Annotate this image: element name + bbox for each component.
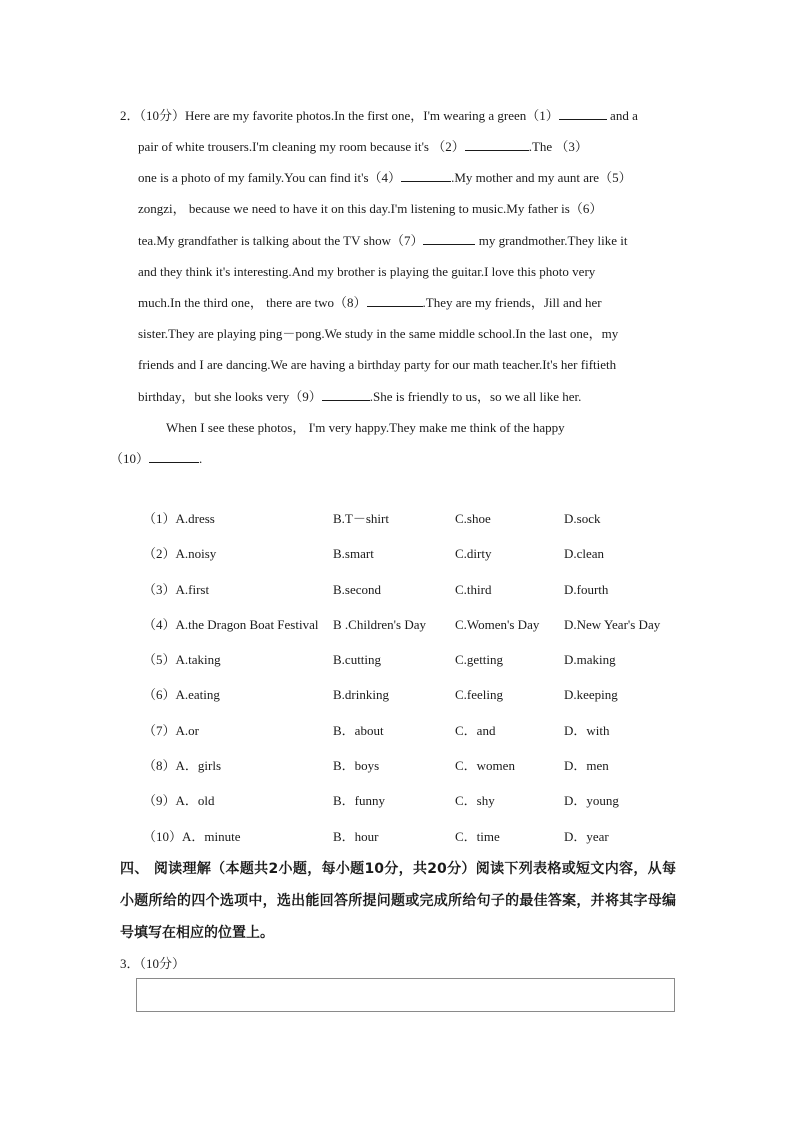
q2-text-8: sister.They are playing ping－pong.We study in the same middle school.In the last one，my — [138, 326, 619, 342]
option-c: C.feeling — [455, 687, 504, 703]
option-a: （6）A.eating — [143, 687, 220, 703]
option-a: （8）A．girls — [143, 758, 222, 774]
q2-text-12a: （10） — [110, 451, 150, 467]
option-a: （3）A.first — [143, 581, 210, 597]
option-row — [143, 644, 683, 679]
q2-text-5b: my grandmother.They like it — [478, 232, 628, 248]
blank-1 — [559, 107, 607, 120]
q2-text-3a: one is a photo of my family.You can find it's（4） — [138, 170, 402, 186]
blank-7 — [423, 232, 475, 245]
option-b: B．funny — [333, 793, 386, 809]
blank-9 — [322, 388, 370, 401]
option-c: C.getting — [455, 652, 504, 668]
q2-text-2a: pair of white trousers.I'm cleaning my room because it's （2） — [138, 139, 465, 154]
option-row — [143, 785, 683, 820]
option-c: C.third — [455, 581, 492, 597]
option-b: B.cutting — [333, 652, 382, 668]
q2-text-11: When I see these photos， I'm very happy.They make me think of the happy — [166, 419, 565, 435]
q2-text-2b: .The （3） — [528, 139, 588, 154]
option-row — [143, 503, 683, 538]
option-b: B.T－shirt — [333, 511, 389, 526]
option-row — [143, 715, 683, 750]
option-d: D.making — [564, 652, 616, 668]
option-row — [143, 538, 683, 573]
option-row — [143, 679, 683, 714]
option-row — [143, 750, 683, 785]
option-a: （1）A.dress — [143, 511, 215, 526]
option-d: D.fourth — [564, 581, 609, 597]
blank-10 — [149, 450, 199, 463]
q2-text-7b: .They are my friends，Jill and her — [422, 295, 602, 311]
q2-text-10a: birthday，but she looks very（9） — [138, 388, 322, 404]
option-d: D．year — [564, 828, 609, 844]
q2-text-6: and they think it's interesting.And my brother is playing the guitar.I love this photo very — [138, 263, 596, 279]
option-c: C．women — [455, 758, 515, 774]
option-b: B.smart — [333, 546, 374, 562]
q2-text-9: friends and I are dancing.We are having a birthday party for our math teacher.It's her fiftieth — [138, 357, 617, 373]
q2-text-1b: and a — [610, 108, 638, 123]
q2-text-12b: . — [199, 451, 203, 467]
q2-text-5a: tea.My grandfather is talking about the TV show（7） — [138, 232, 424, 248]
q2-text-7a: much.In the third one， there are two（8） — [138, 295, 367, 311]
options-list — [143, 503, 683, 856]
q2-text-10b: .She is friendly to us，so we all like her. — [369, 388, 582, 404]
question-2-line-1 — [120, 100, 676, 131]
blank-8 — [367, 294, 423, 307]
option-b: B.second — [333, 581, 382, 597]
question-2 — [110, 100, 676, 474]
question-3-content-box — [136, 978, 675, 1012]
option-b: B .Children's Day — [333, 616, 426, 632]
option-row — [143, 574, 683, 609]
option-d: D．men — [564, 758, 609, 774]
option-b: B．boys — [333, 758, 380, 774]
option-b: B．about — [333, 722, 384, 738]
blank-2 — [465, 138, 529, 151]
q2-text-1a: 2．（10分）Here are my favorite photos.In the first one，I'm wearing a green（1） — [120, 108, 559, 123]
option-a: （2）A.noisy — [143, 546, 217, 562]
option-c: C.Women's Day — [455, 616, 540, 632]
option-row — [143, 821, 683, 856]
option-a: （9）A．old — [143, 793, 215, 809]
option-a: （10）A．minute — [143, 828, 241, 844]
option-b: B.drinking — [333, 687, 389, 703]
section-4-heading: 四、 阅读理解（本题共2小题，每小题10分，共20分）阅读下列表格或短文内容，从每小题所给的四个选项中，选出能回答所提问题或完成所给句子的最佳答案，并将其字母编号填写在相应的位置上。 — [120, 861, 676, 941]
option-c: C.shoe — [455, 511, 491, 526]
option-a: （4）A.the Dragon Boat Festival — [143, 616, 319, 632]
option-c: C.dirty — [455, 546, 492, 562]
question-2-passage-end — [110, 412, 674, 474]
option-d: D.sock — [564, 511, 601, 526]
option-d: D．with — [564, 722, 610, 738]
option-d: D.New Year's Day — [564, 616, 661, 632]
q2-text-4: zongzi， because we need to have it on this day.I'm listening to music.My father is（6） — [138, 201, 603, 217]
option-d: D．young — [564, 793, 619, 809]
option-b: B．hour — [333, 828, 379, 844]
option-d: D.clean — [564, 546, 605, 562]
option-d: D.keeping — [564, 687, 618, 703]
option-c: C．and — [455, 722, 496, 738]
option-a: （5）A.taking — [143, 652, 221, 668]
option-c: C．shy — [455, 793, 495, 809]
q2-text-3b: .My mother and my aunt are（5） — [451, 170, 632, 186]
question-2-passage — [138, 131, 674, 412]
option-c: C．time — [455, 828, 500, 844]
option-row — [143, 609, 683, 644]
question-3-heading: 3．（10分） — [120, 956, 186, 971]
blank-4 — [401, 169, 451, 182]
option-a: （7）A.or — [143, 722, 199, 738]
